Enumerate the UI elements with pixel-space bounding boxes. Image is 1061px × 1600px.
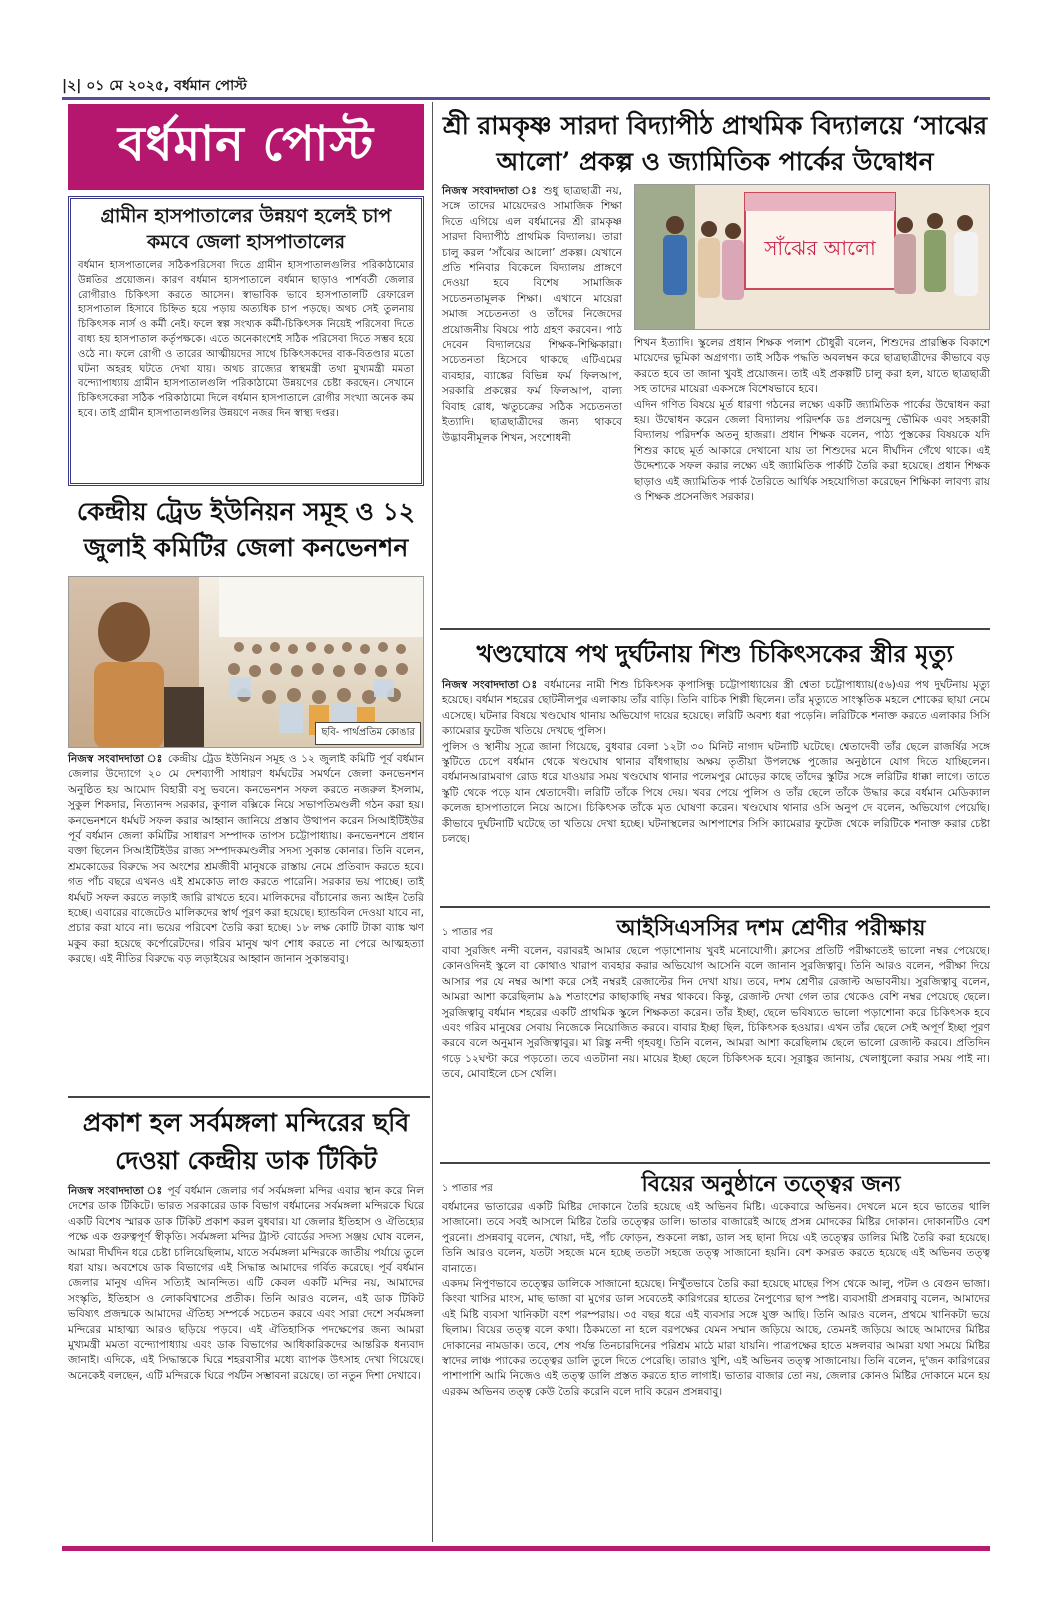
exam-body: বাবা সুরজিৎ নন্দী বলেন, বরাবরই আমার ছেলে পড়াশোনায় খুবই মনোযোগী। ক্লাসের প্রতিটি পরীক্ষাতেই ভালো নম্বর পেয়েছে। কোনওদিনই স্কুলে বা কোথাও খারাপ ব্যবহার করার অভিযোগ আসেনি বলে জানান সুরজিত্বাবু। তিনি আরও বলেন, পরীক্ষা দিয়ে আসার পর যে নম্বর আশা করে সেই নম্বরই রেজাল্টের দিন দেখা যায়। তবে, দশম শ্রেণীর রেজাল্ট অভাবনীয়। সুরজিত্বাবু বলেন, আমরা আশা করেছিলাম ৯৯ শতাংশের কাছাকাছি নম্বর থাকবে। কিন্তু, রেজাল্ট দেখা গেল তার থেকেও বেশি নম্বর পেয়েছে ছেলে। সুরজিত্বাবু বর্ধমান শহরের একটি প্রাথমিক স্কুলে শিক্ষকতা করেন। তাঁর ইচ্ছা, ছেলে ভবিষ্যতে ভালো পড়াশোনা করে চিকিৎসক হবে এবং গরিব মানুষের সেবায় নিজেকে নিয়োজিত করবে। বাবার ইচ্ছা ছিল, চিকিৎসক হওয়ার। এখন তাঁর ছেলে সেই অপূর্ণ ইচ্ছা পূরণ করবে বলে অনুমান সুরজিত্বাবুর। মা রিঙ্কু নন্দী গৃহবধূ। তিনি বলেন, আমরা আশা করেছিলাম ছেলে ভালো রেজাল্ট করবে। প্রতিদিন গড়ে ১২ঘণ্টা করে পড়তো। তবে এতটানা নয়। মায়ের ইচ্ছা ছেলে চিকিৎসক হবে। সূরাঙ্কুর জানায়, খেলাধুলো করার সময় পাই না। তবে, মোবাইলে চেস খেলি। xyxy=(442,945,990,1081)
accident-body-2: পুলিস ও স্থানীয় সূত্রে জানা গিয়েছে, বুধবার বেলা ১২টা ৩০ মিনিট নাগাদ ঘটনাটি ঘটেছে। শ্বেতাদেবী তাঁর ছেলে রাজর্ষির সঙ্গে স্কুটিতে চেপে বর্ধমান থেকে খণ্ডঘোষ থানার বাঁধগাছায় অক্ষয় তৃতীয়া উপলক্ষে পুজোর অনুষ্ঠানে যোগ দিতে যাচ্ছিলেন। বর্ধমানআরামবাগ রোড ধরে যাওয়ার সময় খণ্ডঘোষ থানার পলেমপুর মোড়ের কাছে তাঁদের স্কুটির সঙ্গে লরিটির ধাক্কা লাগে। তাতে স্কুটি থেকে পড়ে যান শ্বেতাদেবী। লরিটি তাঁকে পিষে দেয়। খবর পেয়ে পুলিস ও তাঁর ছেলে তাঁকে উদ্ধার করে বর্ধমান মেডিক্যাল কলেজ হাসপাতালে নিয়ে আসে। চিকিৎসক তাঁকে মৃত ঘোষণা করেন। খণ্ডঘোষ থানার ওসি অনুপ দে বলেন, অভিযোগ পেয়েছি। কীভাবে দুর্ঘটনাটি ঘটেছে তা খতিয়ে দেখা হচ্ছে। ঘটনাস্থলের আশপাশের সিসি ক্যামেরার ফুটেজ থেকে লরিটিকে শনাক্ত করার চেষ্টা চলছে। xyxy=(442,740,990,846)
school-body-left-block xyxy=(442,184,622,446)
accident-lede: নিজস্ব সংবাদদাতা ঃ xyxy=(442,679,539,691)
editorial-title: গ্রামীন হাসপাতালের উন্নয়ণ হলেই চাপ কমবে জেলা হাসপাতালের xyxy=(100,205,392,253)
stamp-body-block xyxy=(68,1184,424,1384)
trade-union-body-block xyxy=(68,752,424,968)
trade-union-lede: নিজস্ব সংবাদদাতা ঃ xyxy=(68,753,164,765)
section-rule xyxy=(440,1162,990,1164)
school-lede: নিজস্ব সংবাদদাতা ঃ xyxy=(442,185,539,197)
convention-photo xyxy=(68,576,424,748)
exam-headline: আইসিএসসির দশম শ্রেণীর পরীক্ষায় xyxy=(616,915,926,941)
section-rule xyxy=(440,906,990,908)
accident-body-block xyxy=(442,678,990,847)
wedding-jump: ১ পাতার পর xyxy=(442,1183,493,1194)
header-rule xyxy=(62,97,990,100)
school-banner-text: সাঁঝের আলো xyxy=(764,236,876,260)
school-body-right-2: এদিন গণিত বিষয়ে মূর্ত ধারণা গঠনের লক্ষ্যে একটি জ্যামিতিক পার্কের উদ্বোধন করা হয়। উদ্বোধন করেন জেলা বিদ্যালয় পরিদর্শক ডঃ প্রলয়েন্দু ভৌমিক এবং সহকারী বিদ্যালয় পরিদর্শক অতনু হাজরা। প্রধান শিক্ষক বলেন, পাঠ্য পুস্তকের বিষয়কে যদি শিশুর কাছে মূর্ত আকারে দেখানো যায় তা শিশুদের মনে দীর্ঘদিন গেঁথে থাকে। এই উদ্দেশ্যকে সফল করার লক্ষ্যে এই জ্যামিতিক পার্কটি তৈরি করা হয়েছে। প্রধান শিক্ষক ছাড়াও এই জ্যামিতিক পার্ক তৈরিতে আর্থিক সহযোগিতা করেছেন শিক্ষিকা লাবণ্য রায় ও শিক্ষক প্রসেনজিৎ সরকার। xyxy=(634,398,990,504)
accident-article xyxy=(440,636,990,672)
wedding-body-2: একদম নিপুণভাবে তত্ত্বের ডালিকে সাজানো হয়েছে। নিখুঁতভাবে তৈরি করা হয়েছে মাছের পিস থেকে আলু, পটল ও বেগুন ভাজা। কিংবা খাসির মাংস, মাছ ভাজা বা মুগের ডাল সবেতেই কারিগরের হাতের নৈপুণ্যের ছাপ স্পষ্ট। ব্যবসায়ী প্রসন্নবাবু বলেন, আমাদের এই মিষ্টি ব্যবসা খানিকটা বংশ পরম্পরায়। ৩৫ বছর ধরে এই ব্যবসার সঙ্গে যুক্ত আছি। তিনি আরও বলেন, প্রথমে খানিকটা ভয়ে ছিলাম। বিয়ের তত্ত্ব বলে কথা। ঠিকমতো না হলে বরপক্ষের যেমন সম্মান জড়িয়ে আছে, তেমনই জড়িয়ে আছে আমাদের মিষ্টির দোকানের নামডাক। তবে, শেষ পর্যন্ত তিনচারদিনের পরিশ্রম মাঠে মারা যায়নি। পাত্রপক্ষের হাতে মঙ্গলবার আমরা যথা সময়ে মিষ্টির স্বাদের লাঞ্চ প্যাকের তত্ত্বের ডালি তুলে দিতে পেরেছি। তারাও খুশি, এই অভিনব তত্ত্ব সাজানোয়। তিনি বলেন, দু'জন কারিগরের পাশাপাশি আমি নিজেও এই তত্ত্ব ডালি প্রস্তত করতে হাত লাগাই। ভাতার বাজার তো নয়, জেলার কোনও মিষ্টির দোকানে মনে হয় এরকম অভিনব তত্ত্ব কেউ তৈরি করেনি বলে দাবি করেন প্রসন্নবাবু। xyxy=(442,1278,990,1398)
trade-union-article xyxy=(68,494,424,566)
trade-union-headline: কেন্দ্রীয় ট্রেড ইউনিয়ন সমূহ ও ১২ জুলাই কমিটির জেলা কনভেনশন xyxy=(76,497,416,562)
school-photo-image xyxy=(635,185,990,330)
footer-rule xyxy=(62,1546,990,1551)
exam-article xyxy=(442,912,990,1083)
editorial-box xyxy=(68,196,424,486)
stamp-body: পূর্ব বর্ধমান জেলার গর্ব সর্বমঙ্গলা মন্দির এবার স্থান করে নিল দেশের ডাক টিকিটে। ভারত সরকারের ডাক বিভাগ বর্ধমানের সর্বমঙ্গলা মন্দিরকে ঘিরে একটি বিশেষ স্মারক ডাক টিকিট প্রকাশ করল বুধবার। যা জেলার ইতিহাস ও ঐতিহ্যের পক্ষে এক গুরুত্বপূর্ণ স্বীকৃতি। সর্বমঙ্গলা মন্দির ট্রাস্ট বোর্ডের সদস্য সঞ্জয় ঘোষ বলেন, আমরা দীর্ঘদিন ধরে চেষ্টা চালিয়েছিলাম, যাতে সর্বমঙ্গলা মন্দিরকে জাতীয় পর্যায়ে তুলে ধরা যায়। অবশেষে ডাক বিভাগের এই সিদ্ধান্ত আমাদের গর্বিত করেছে। পূর্ব বর্ধমান জেলার মানুষ এদিন সত্যিই আনন্দিত। এটি কেবল একটি মন্দির নয়, আমাদের সংস্কৃতি, ইতিহাস ও লোকবিশ্বাসের প্রতীক। তিনি আরও বলেন, এই ডাক টিকিট ভবিষ্যৎ প্রজন্মকে আমাদের ঐতিহ্য সম্পর্কে সচেতন করবে এবং সারা দেশে সর্বমঙ্গলা মন্দিরের মাহাত্ম্য আরও ছড়িয়ে পড়বে। এই ঐতিহাসিক পদক্ষেপের জন্য আমরা মুখ্যমন্ত্রী মমতা বন্দ্যোপাধ্যায় এবং ডাক বিভাগের আধিকারিকদের আন্তরিক ধন্যবাদ জানাই। এদিকে, এই সিদ্ধান্তকে ঘিরে শহরবাসীর মধ্যে ব্যাপক উৎসাহ দেখা গিয়েছে। অনেকেই বলছেন, এটি মন্দিরকে ঘিরে পর্যটন সম্ভাবনা রয়েছে। তা নতুন দিশা দেখাবে। xyxy=(68,1185,424,1382)
school-photo xyxy=(634,184,990,330)
column-divider xyxy=(432,102,433,1542)
wedding-body: বর্ধমানের ভাতারের একটি মিষ্টির দোকানে তৈরি হয়েছে এই অভিনব মিষ্টি। একেবারে অভিনব। দেখলে মনে হবে ভাতের থালি সাজানো। তবে সবই আসলে মিষ্টির তৈরি তত্ত্বের ডালি। ভাতার বাজারেই আছে প্রসন্ন মোদকের মিষ্টির দোকান। দোকানটিও বেশ পুরনো। প্রসন্নবাবু বলেন, খোয়া, দই, পাঁচ ফোড়ন, শুকনো লঙ্কা, ডাল সহ ছানা দিয়ে এই তত্ত্বের ডালির মিষ্টি তৈরি করা হয়েছে। তিনি আরও বলেন, যতটা সহজে মনে হচ্ছে ততটা সহজে তত্ত্ব সাজানো হয়নি। বেশ কসরত করতে হয়েছে এই অভিনব তত্ত্ব বানাতে। xyxy=(442,1201,990,1275)
school-body-right-1: শিখন ইত্যাদি। স্কুলের প্রধান শিক্ষক পলাশ চৌধুরী বলেন, শিশুদের প্রারম্ভিক বিকাশে মায়েদের ভূমিকা অগ্রগণ্য। তাই সঠিক পদ্ধতি অবলম্বন করে ছাত্রছাত্রীদের কীভাবে বড় করতে হবে তা জানা খুবই প্রয়োজন। তাই এই প্রকল্পটি চালু করা হল, যাতে ছাত্রছাত্রী সহ তাদের মায়েরা একসঙ্গে বিশেষভাবে হবে। xyxy=(634,337,990,396)
editorial-body: বর্ধমান হাসপাতালের সঠিকপরিসেবা দিতে গ্রামীন হাসপাতালগুলির পরিকাঠামোর উন্নতির প্রয়োজন। কারণ বর্ধমান হাসপাতালে বর্ধমান ছাড়াও পার্শবর্তী জেলার রোগীরাও চিকিৎসা করতে আসেন। স্বাভাবিক ভাবে হাসপাতালটি রেফারেল হাসপাতাল হিসাবে চিহ্নিত হয়ে পড়ায় অত্যধিক চাপ পড়ছে। অথচ সেই তুলনায় চিকিৎসক নার্স ও কর্মী নেই। ফলে স্বল্প সংখ্যক কর্মী-চিকিৎসক নিয়েই পরিসেবা দিতে বাধ্য হয় হাসপাতাল কর্তৃপক্ষকে। এতে অনেকাংশেই সঠিক পরিসেবা দিতে সম্ভব হয়ে ওঠে না। ফলে রোগী ও তারের আত্মীয়দের সাথে চিকিৎসকদের বাক-বিতণ্ডার মতো ঘটনা অহরহ ঘটতে দেখা যায়। অথচ রাজ্যের স্বাস্থমন্ত্রী তথা মুখ্যমন্ত্রী মমতা বন্দ্যোপাধ্যায় গ্রামীন হাসপাতালগুলি পরিকাঠামো উন্নয়ণের চেষ্টা করছেন। সেখানে চিকিৎসকেরা সঠিক পরিকাঠামো দিলে বর্ধমান হাসপাতালে রোগীর সংখ্যা অনেক কম হবে। তাই গ্রামীন হাসপাতালগুলির উন্নয়ণে নজর দিন স্বাস্থ্য দপ্তর। xyxy=(78,260,414,419)
stamp-headline: প্রকাশ হল সর্বমঙ্গলা মন্দিরের ছবি দেওয়া কেন্দ্রীয় ডাক টিকিট xyxy=(82,1108,410,1175)
section-rule xyxy=(68,1096,430,1098)
section-rule xyxy=(440,628,990,630)
stamp-lede: নিজস্ব সংবাদদাতা ঃ xyxy=(68,1185,164,1197)
masthead: বর্ধমান পোস্ট xyxy=(68,104,424,190)
accident-headline: খণ্ডঘোষে পথ দুর্ঘটনায় শিশু চিকিৎসকের স্ত্রীর মৃত্যু xyxy=(476,639,954,668)
school-body-left: শুধু ছাত্রছাত্রী নয়, সঙ্গে তাদের মায়েদেরও সামাজিক শিক্ষা দিতে এগিয়ে এল বর্ধমানের শ্রী রামকৃষ্ণ সারদা বিদ্যাপীঠ প্রাথমিক বিদ্যালয়। তারা চালু করল ‘সাঁঝের আলো’ প্রকল্প। যেখানে প্রতি শনিবার বিকেলে বিদ্যালয় প্রাঙ্গণে দেওয়া হবে বিশেষ সামাজিক সচেতনতামূলক শিক্ষা। এখানে মায়েরা সমাজ সচেতনতা ও তাঁদের নিজেদের প্রয়োজনীয় বিষয়ে পাঠ গ্রহণ করবেন। পাঠ দেবেন বিদ্যালয়ের শিক্ষক-শিক্ষিকারা। সচেতনতা হিসেবে থাকছে এটিএমের ব্যবহার, ব্যাঙ্কের বিভিন্ন ফর্ম ফিলআপ, সরকারি প্রকল্পের ফর্ম ফিলআপ, বাল্য বিবাহ রোধ, ঋতুচক্রের সঠিক সচেতনতা ইত্যাদি। ছাত্রছাত্রীদের জন্য থাকবে উদ্ভাবনীমূলক শিখন, সংশোধনী xyxy=(442,185,622,444)
exam-jump: ১ পাতার পর xyxy=(442,927,493,938)
trade-union-body: কেন্দ্রীয় ট্রেড ইউনিয়ন সমূহ ও ১২ জুলাই কমিটি পূর্ব বর্ধমান জেলার উদ্যোগে ২০ মে দেশব্যাপী সাধারণ ধর্মঘটের সমর্থনে জেলা কনভেনশন অনুষ্ঠিত হয় আমোদ বিহারী বসু ভবনে। কনভেনশন সফল করতে নজরুল ইসলাম, সুকুল শিকদার, নিত্যানন্দ সরকার, কুণাল বক্সিকে নিয়ে সভাপতিমণ্ডলী গঠন করা হয়। কনভেনশনে ধর্মঘট সফল করার আহ্বান জানিয়ে প্রস্তাব উত্থাপন করেন সিআইটিইউর পূর্ব বর্ধমান জেলা কমিটির সাধারণ সম্পাদক তাপস চট্টোপাধ্যায়। কনভেনশনে প্রধান বক্তা ছিলেন সিআইটিইউর রাজ্য সম্পাদকমণ্ডলীর সদস্য সুকান্ত কোনার। তিনি বলেন, শ্রমকোডের বিরুদ্ধে সব অংশের শ্রমজীবী মানুষকে রাস্তায় নেমে প্রতিবাদ করতে হবে। গত পাঁচ বছরে এখনও এই শ্রমকোড লাগু করতে পারেনি। সরকার ভয় পাচ্ছে। তাই ধর্মঘট সফল করতে লড়াই জারি রাখতে হবে। মালিকদের বাঁচানোর জন্য আইন তৈরি হচ্ছে। এবারের বাজেটেও মালিকদের স্বার্থ পূরণ করা হয়েছে। হ্যান্ডবিল দেওয়া যাবে না, প্রচার করা যাবে না। ভয়ের পরিবেশ তৈরি করা হচ্ছে। ১৮ লক্ষ কোটি টাকা ব্যাঙ্ক ঋণ মকুব করা হয়েছে কর্পোরেটদের। গরিব মানুষ ঋণ শোধ করতে না পেরে আত্মহত্যা করছে। এই নীতির বিরুদ্ধে বড় লড়াইয়ের আহ্বান জানান সুকান্তবাবু। xyxy=(68,753,424,966)
school-headline: শ্রী রামকৃষ্ণ সারদা বিদ্যাপীঠ প্রাথমিক বিদ্যালয়ে ‘সাঝের আলো’ প্রকল্প ও জ্যামিতিক পার্কের উদ্বোধন xyxy=(442,111,988,176)
school-body-right-block xyxy=(634,336,990,505)
accident-body: বর্ধমানের নামী শিশু চিকিৎসক কৃপাসিন্ধু চট্টোপাধ্যায়ের স্ত্রী শ্বেতা চট্টোপাধ্যায়(৫৬)এর পথ দুর্ঘটনায় মৃত্যু হয়েছে। বর্ধমান শহরের ছোটনীলপুর এলাকায় তাঁর বাড়ি। তিনি বাচিক শিল্পী ছিলেন। তাঁর মৃত্যুতে সাংস্কৃতিক মহলে শোকের ছায়া নেমে এসেছে। ঘটনার বিষয়ে খণ্ডঘোষ থানায় অভিযোগ দায়ের হয়েছে। লরিটি অবশ্য ধরা পড়েনি। লরিটিকে শনাক্ত করতে এলাকার সিসি ক্যামেরার ফুটেজ খতিয়ে দেখছে পুলিস। xyxy=(442,679,990,738)
wedding-article xyxy=(442,1168,990,1400)
photo-caption: ছবি- পার্থপ্রতিম কোঙার xyxy=(315,722,421,745)
stamp-article xyxy=(68,1104,424,1180)
running-head: |২| ০১ মে ২০২৫, বর্ধমান পোস্ট xyxy=(62,78,247,94)
school-article xyxy=(440,108,990,180)
wedding-headline: বিয়ের অনুষ্ঠানে তত্ত্বের জন্য xyxy=(641,1171,901,1197)
